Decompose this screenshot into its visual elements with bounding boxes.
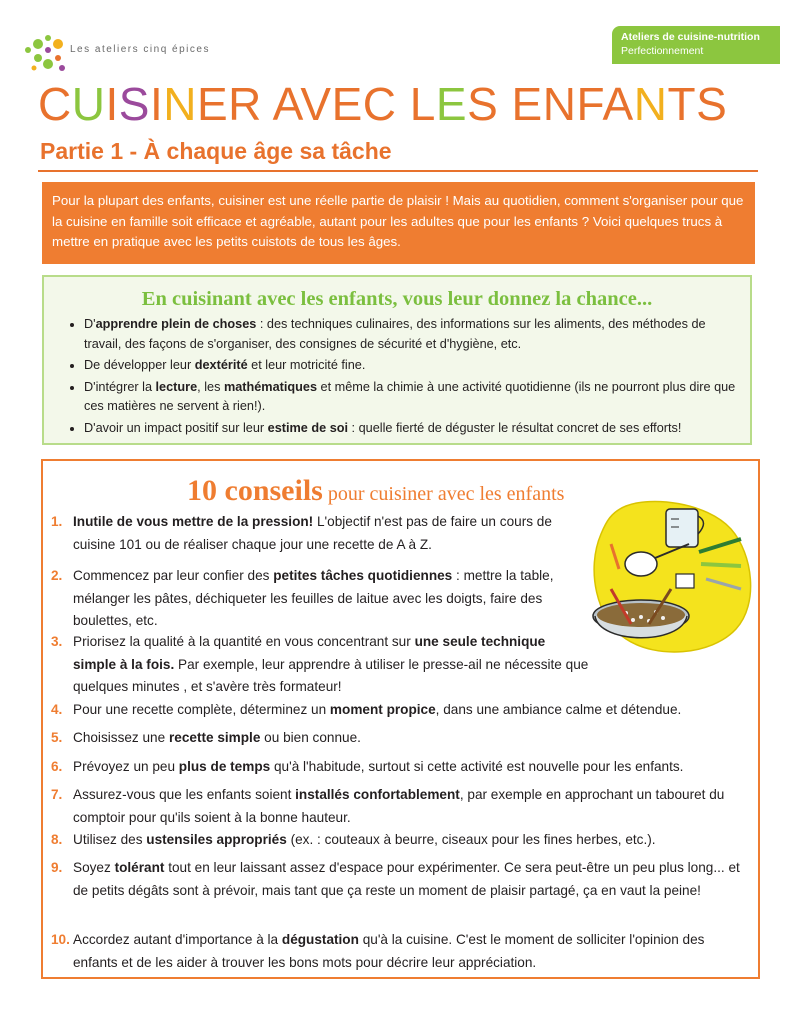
bold-text: moment propice	[329, 702, 436, 717]
title-letter: U	[71, 78, 106, 130]
title-letter: A	[602, 78, 634, 130]
title-letter	[498, 78, 511, 130]
benefits-box	[42, 275, 752, 445]
text: D'avoir un impact positif sur leur	[84, 420, 268, 435]
text: L'objectif n'est pas de faire un cours de cuisine 101 ou de réaliser chaque jour une recette de A à Z.	[73, 514, 552, 552]
tip-text	[51, 565, 591, 633]
intro-box: Pour la plupart des enfants, cuisiner est une réelle partie de plaisir ! Mais au quotidien, comment s'organiser pour que la cuisine en famille soit efficace et agréable, autant pour les adultes que pour les enfants ? Voici quelques trucs à mettre en pratique avec les petits cuistots de tous les âges.	[42, 182, 755, 264]
tip-text	[51, 756, 751, 779]
text: : des techniques culinaires, des informations sur les aliments, des méthodes de travail, des façons de s'organiser, des consignes de sécurité et d'hygiène, etc.	[84, 317, 706, 351]
benefit-item	[84, 378, 740, 417]
text: Par exemple, leur apprendre à utiliser le presse-ail ne nécessite que quelques minutes , et s'avère très formateur!	[73, 656, 589, 694]
text: Assurez-vous que les enfants soient	[73, 787, 296, 802]
tag-line1: Ateliers de cuisine-nutrition	[621, 31, 760, 43]
text: Prévoyez un peu	[73, 759, 179, 774]
text: : quelle fierté de déguster le résultat concret de ses efforts!	[348, 420, 682, 435]
title-letter: E	[511, 78, 543, 130]
bold-text: une seule technique simple à la fois.	[73, 634, 546, 672]
title-letter: I	[149, 78, 164, 130]
title-letter: E	[331, 78, 363, 130]
bold-text: Inutile de vous mettre de la pression!	[73, 514, 314, 529]
title-letter: A	[272, 78, 301, 130]
tip-item	[51, 699, 751, 722]
tip-item	[51, 631, 591, 699]
text: Soyez	[73, 860, 115, 875]
tip-text	[51, 829, 751, 852]
benefits-list	[54, 315, 740, 438]
title-letter: E	[196, 78, 229, 130]
text: (ex. : couteaux à beurre, ciseaux pour les fines herbes, etc.).	[286, 832, 656, 847]
logo-text: Les ateliers cinq épices	[70, 44, 210, 55]
tip-item	[51, 565, 591, 633]
benefit-item	[84, 315, 740, 354]
text: Pour une recette complète, déterminez un	[73, 702, 330, 717]
workshop-tag	[612, 26, 780, 64]
title-letter: C	[362, 78, 397, 130]
title-letter: N	[163, 78, 197, 130]
tip-text	[51, 857, 751, 902]
bold-text: installés confortablement	[295, 787, 460, 802]
bold-text: plus de temps	[178, 759, 271, 774]
tips-heading	[187, 474, 564, 508]
tip-item	[51, 929, 751, 974]
text: , dans une ambiance calme et détendue.	[435, 702, 682, 717]
tip-text	[51, 511, 591, 556]
tip-item	[51, 857, 751, 902]
tip-item	[51, 784, 751, 829]
tips-heading-small: pour cuisiner avec les enfants	[322, 483, 565, 505]
tip-text	[51, 784, 751, 829]
title-letter: N	[542, 78, 577, 130]
title-letter	[397, 78, 410, 130]
spice-dots-logo-icon	[14, 28, 74, 78]
text: et leur motricité fine.	[247, 358, 366, 372]
title-letter: N	[633, 78, 668, 130]
bold-text: dextérité	[194, 358, 248, 372]
title-letter: S	[118, 78, 150, 130]
text: , les	[197, 379, 224, 394]
title-letter	[262, 78, 273, 130]
tip-number: 4.	[51, 702, 63, 717]
text: et même la chimie à une activité quotidienne (ils ne pourront plus dire que ces matières ne servent à rien!).	[84, 379, 736, 413]
kitchen-utensils-illustration	[581, 494, 756, 659]
tip-number: 8.	[51, 832, 63, 847]
tip-number: 5.	[51, 730, 63, 745]
title-letter: S	[467, 78, 499, 130]
tag-line2: Perfectionnement	[621, 45, 704, 57]
bold-text: tolérant	[114, 860, 165, 875]
title-letter: C	[38, 78, 72, 130]
benefit-item	[84, 356, 740, 376]
tip-number: 6.	[51, 759, 63, 774]
text: tout en leur laissant assez d'espace pour expérimenter. Ce sera peut-être un peu plus long... et de petits dégâts sont à prévoir, mais tant que ça reste un moment de plaisir partagé, ça en vaut la peine!	[73, 860, 740, 898]
title-letter: T	[667, 78, 697, 130]
tip-text	[51, 929, 751, 974]
title-letter: V	[300, 78, 332, 130]
tip-number: 3.	[51, 634, 63, 649]
tip-item	[51, 727, 751, 750]
page-title	[38, 78, 727, 130]
title-letter: L	[409, 78, 436, 130]
tip-number: 10.	[51, 932, 70, 947]
tips-heading-big: 10 conseils	[187, 474, 323, 507]
title-letter: E	[435, 78, 468, 130]
title-letter: R	[228, 78, 262, 130]
text: ou bien connue.	[260, 730, 361, 745]
tip-item	[51, 511, 591, 556]
bold-text: petites tâches quotidiennes	[273, 568, 453, 583]
title-letter: S	[696, 78, 728, 130]
text: qu'à la cuisine. C'est le moment de solliciter l'opinion des enfants et de les aider à trouver les bons mots pour décrire leur appréciation.	[73, 932, 705, 970]
logo	[14, 28, 224, 78]
text: Accordez autant d'importance à la	[73, 932, 282, 947]
page-subtitle: Partie 1 - À chaque âge sa tâche	[40, 138, 392, 164]
text: De développer leur	[84, 358, 195, 372]
tip-number: 9.	[51, 860, 63, 875]
tip-number: 7.	[51, 787, 63, 802]
text: Choisissez une	[73, 730, 169, 745]
title-letter: F	[576, 78, 603, 130]
text: qu'à l'habitude, surtout si cette activité est nouvelle pour les enfants.	[270, 759, 684, 774]
tip-text	[51, 631, 591, 699]
bold-text: lecture	[155, 379, 198, 394]
bold-text: estime de soi	[267, 420, 349, 435]
benefits-heading: En cuisinant avec les enfants, vous leur donnez la chance...	[141, 288, 653, 310]
tip-text	[51, 727, 751, 750]
bold-text: mathématiques	[223, 379, 318, 394]
text: , par exemple en approchant un tabouret du comptoir pour qu'ils soient à la bonne hauteur.	[73, 787, 725, 825]
benefit-item	[84, 419, 740, 439]
tip-text	[51, 699, 751, 722]
bold-text: recette simple	[168, 730, 261, 745]
tip-number: 1.	[51, 514, 63, 529]
tips-box	[41, 459, 760, 979]
text: Commencez par leur confier des	[73, 568, 274, 583]
bold-text: ustensiles appropriés	[146, 832, 287, 847]
tip-item	[51, 829, 751, 852]
text: : mettre la table, mélanger les pâtes, déchiqueter les feuilles de laitue avec les doigts, faire des boulettes, etc.	[73, 568, 554, 628]
title-letter: I	[105, 78, 119, 130]
bold-text: dégustation	[281, 932, 359, 947]
bold-text: apprendre plein de choses	[95, 317, 257, 331]
tip-item	[51, 756, 751, 779]
text: D'intégrer la	[84, 379, 156, 394]
tip-number: 2.	[51, 568, 63, 583]
text: Priorisez la qualité à la quantité en vous concentrant sur	[73, 634, 415, 649]
text: D'	[84, 317, 96, 331]
text: Utilisez des	[73, 832, 147, 847]
title-divider	[38, 170, 758, 172]
